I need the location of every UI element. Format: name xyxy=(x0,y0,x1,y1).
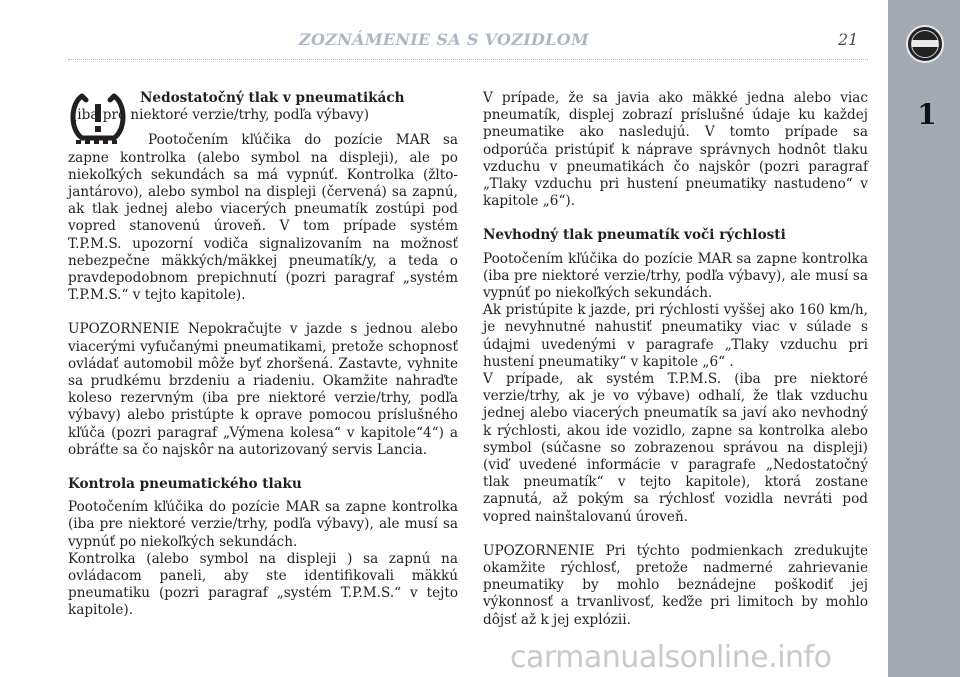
check-paragraph-1: Pootočením kľúčika do pozície MAR sa zapne kontrolka (iba pre niektoré verzie/trhy, podľa výbavy), ale musí sa vypnúť po niekoľkých sekundách. xyxy=(68,499,458,550)
intro-paragraph: V prípade, že sa javia ako mäkké jedna alebo viac pneumatík, displej zobrazí príslušné údaje ku každej pneumatike ako nasledujú. V tomto prípade sa odporúča pristúpiť k náprave správnych hodnôt tlaku vzduchu v pneumatikách čo najskôr (pozri paragraf „Tlaky vzduchu pri hustení pneumatiky nastudeno“ v kapitole „6“). xyxy=(483,90,868,210)
speed-heading: Nevhodný tlak pneumatík voči rýchlosti xyxy=(483,227,786,244)
speed-paragraph-2: Ak pristúpite k jazde, pri rýchlosti vyššej ako 160 km/h, je nevyhnutné nahustiť pneumatiky viac v súlade s údajmi uvedenými v paragrafe „Tlaky vzduchu pri hustení pneumatiky“ v kapitole „6“ . xyxy=(483,302,868,370)
left-column xyxy=(68,90,458,620)
warning-subtitle: (iba pre niektoré verzie/trhy, podľa výbavy) xyxy=(72,107,370,124)
check-paragraph-2: Kontrolka (alebo symbol na displeji ) sa zapnú na ovládacom paneli, aby ste identifikovali mäkkú pneumatiku (pozri paragraf „systém T.P.M.S.“ v tejto kapitole). xyxy=(68,550,458,619)
running-header-title: ZOZNÁMENIE SA S VOZIDLOM xyxy=(299,30,589,49)
header-divider xyxy=(68,59,868,60)
warning-title: Nedostatočný tlak v pneumatikách xyxy=(140,90,405,106)
check-heading: Kontrola pneumatického tlaku xyxy=(68,476,302,493)
caution-paragraph: UPOZORNENIE Nepokračujte v jazde s jednou alebo viacerými vyfučanými pneumatikami, pretože schopnosť ovládať automobil môže byť zhoršená. Zastavte, vyhnite sa prudkému brzdeniu a riadeniu. Okamžite nahraďte koleso rezervným (iba pre niektoré verzie/trhy, podľa výbavy) alebo pristúpte k oprave pomocou príslušného kľúča (pozri paragraf „Výmena kolesa“ v kapitole“4“) a obráťte sa čo najskôr na autorizovaný servis Lancia. xyxy=(68,321,458,458)
speed-paragraph-1: Pootočením kľúčika do pozície MAR sa zapne kontrolka (iba pre niektoré verzie/trhy, podľa výbavy), ale musí sa vypnúť po niekoľkých sekundách. xyxy=(483,250,868,302)
speed-paragraph-3: V prípade, ak systém T.P.M.S. (iba pre niektoré verzie/trhy, ak je vo výbave) odhalí, že tlak vzduchu jednej alebo viacerých pneumatík sa javí ako nevhodný k rýchlosti, akou ide vozidlo, zapne sa kontrolka alebo symbol (súčasne so zobrazenou správou na displeji) (viď uvedené informácie v paragrafe „Nedostatočný tlak pneumatík“ v tejto kapitole), ktorá zostane zapnutá, až pokým sa rýchlosť vozidla nevráti pod vopred nainštalovanú úroveň. xyxy=(483,371,868,525)
lancia-logo-icon xyxy=(906,25,944,63)
section-number: 1 xyxy=(917,98,937,131)
page-number: 21 xyxy=(838,30,859,49)
right-column xyxy=(483,90,868,629)
warning-body: Pootočením kľúčika do pozície MAR sa zapne kontrolka (alebo symbol na displeji), ale po niekoľkých sekundách sa má vypnúť. Kontrolka (žlto-jantárovo), alebo symbol na displeji (červená) sa zapnú, ak tlak jednej alebo viacerých pneumatík zostúpi pod vopred stanovenú úroveň. V tom prípade systém T.P.M.S. upozorní vodiča signalizovaním na možnosť nebezpečne mäkkých/mäkkej pneumatík/y, a teda o pravdepodobnom prepichnutí (pozri paragraf „systém T.P.M.S.“ v tejto kapitole). xyxy=(68,132,458,304)
caution-paragraph-right: UPOZORNENIE Pri týchto podmienkach zredukujte okamžite rýchlosť, pretože nadmerné zahrievanie pneumatiky by mohlo beznádejne poškodiť jej výkonnosť a trvanlivosť, keďže pri limitoch by mohlo dôjsť až k jej explózii. xyxy=(483,542,868,628)
watermark: carmanualsonline.info xyxy=(510,640,832,675)
